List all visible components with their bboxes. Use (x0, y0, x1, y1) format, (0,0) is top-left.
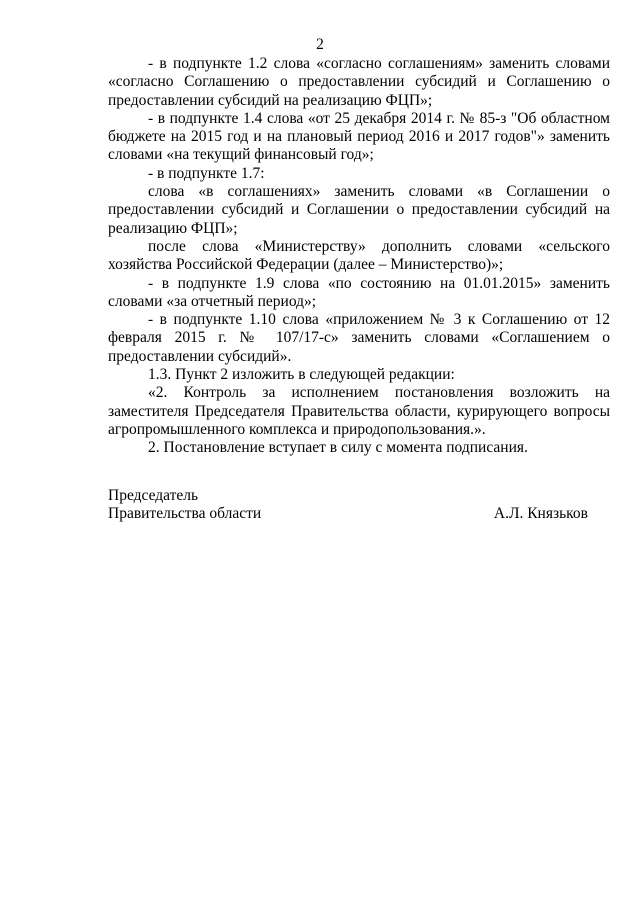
amendment-paragraph: после слова «Министерству» дополнить словами «сельского хозяйства Российской Федерации (далее – Министерство)»; (108, 237, 610, 274)
effective-date-paragraph: 2. Постановление вступает в силу с момента подписания. (148, 439, 528, 457)
amendment-paragraph: слова «в соглашениях» заменить словами «в Соглашении о предоставлении субсидий и Соглашении о предоставлении субсидий на реализацию ФЦП»; (108, 183, 610, 237)
signatory-title: Председатель (108, 487, 199, 504)
document-body (108, 55, 610, 458)
page-number: 2 (316, 36, 324, 53)
signature-block (108, 487, 588, 524)
amendment-paragraph: - в подпункте 1.4 слова «от 25 декабря 2014 г. № 85-з "Об областном бюджете на 2015 год и на плановый период 2016 и 2017 годов"» заменить словами «на текущий финансовый год»; (108, 109, 610, 164)
amendment-paragraph: - в подпункте 1.2 слова «согласно соглашениям» заменить словами «согласно Соглашению о предоставлении субсидий и Соглашению о предоставлении субсидий на реализацию ФЦП»; (108, 55, 610, 109)
signatory-organization: Правительства области (108, 505, 262, 523)
amendment-paragraph: «2. Контроль за исполнением постановления возложить на заместителя Председателя Правительства области, курирующего вопросы агропромышленного комплекса и природопользования.». (108, 384, 610, 438)
amendment-paragraph: - в подпункте 1.9 слова «по состоянию на 01.01.2015» заменить словами «за отчетный период»; (108, 274, 610, 310)
amendment-paragraph: - в подпункте 1.10 слова «приложением № 3 к Соглашению от 12 февраля 2015 г. № 107/17-с» заменить словами «Соглашением о предоставлении субсидий». (108, 311, 610, 365)
signatory-row (108, 505, 588, 523)
amendment-paragraph: 1.3. Пункт 2 изложить в следующей редакции: (148, 366, 455, 384)
signatory-name: А.Л. Князьков (493, 505, 588, 523)
amendment-paragraph: - в подпункте 1.7: (148, 164, 265, 182)
